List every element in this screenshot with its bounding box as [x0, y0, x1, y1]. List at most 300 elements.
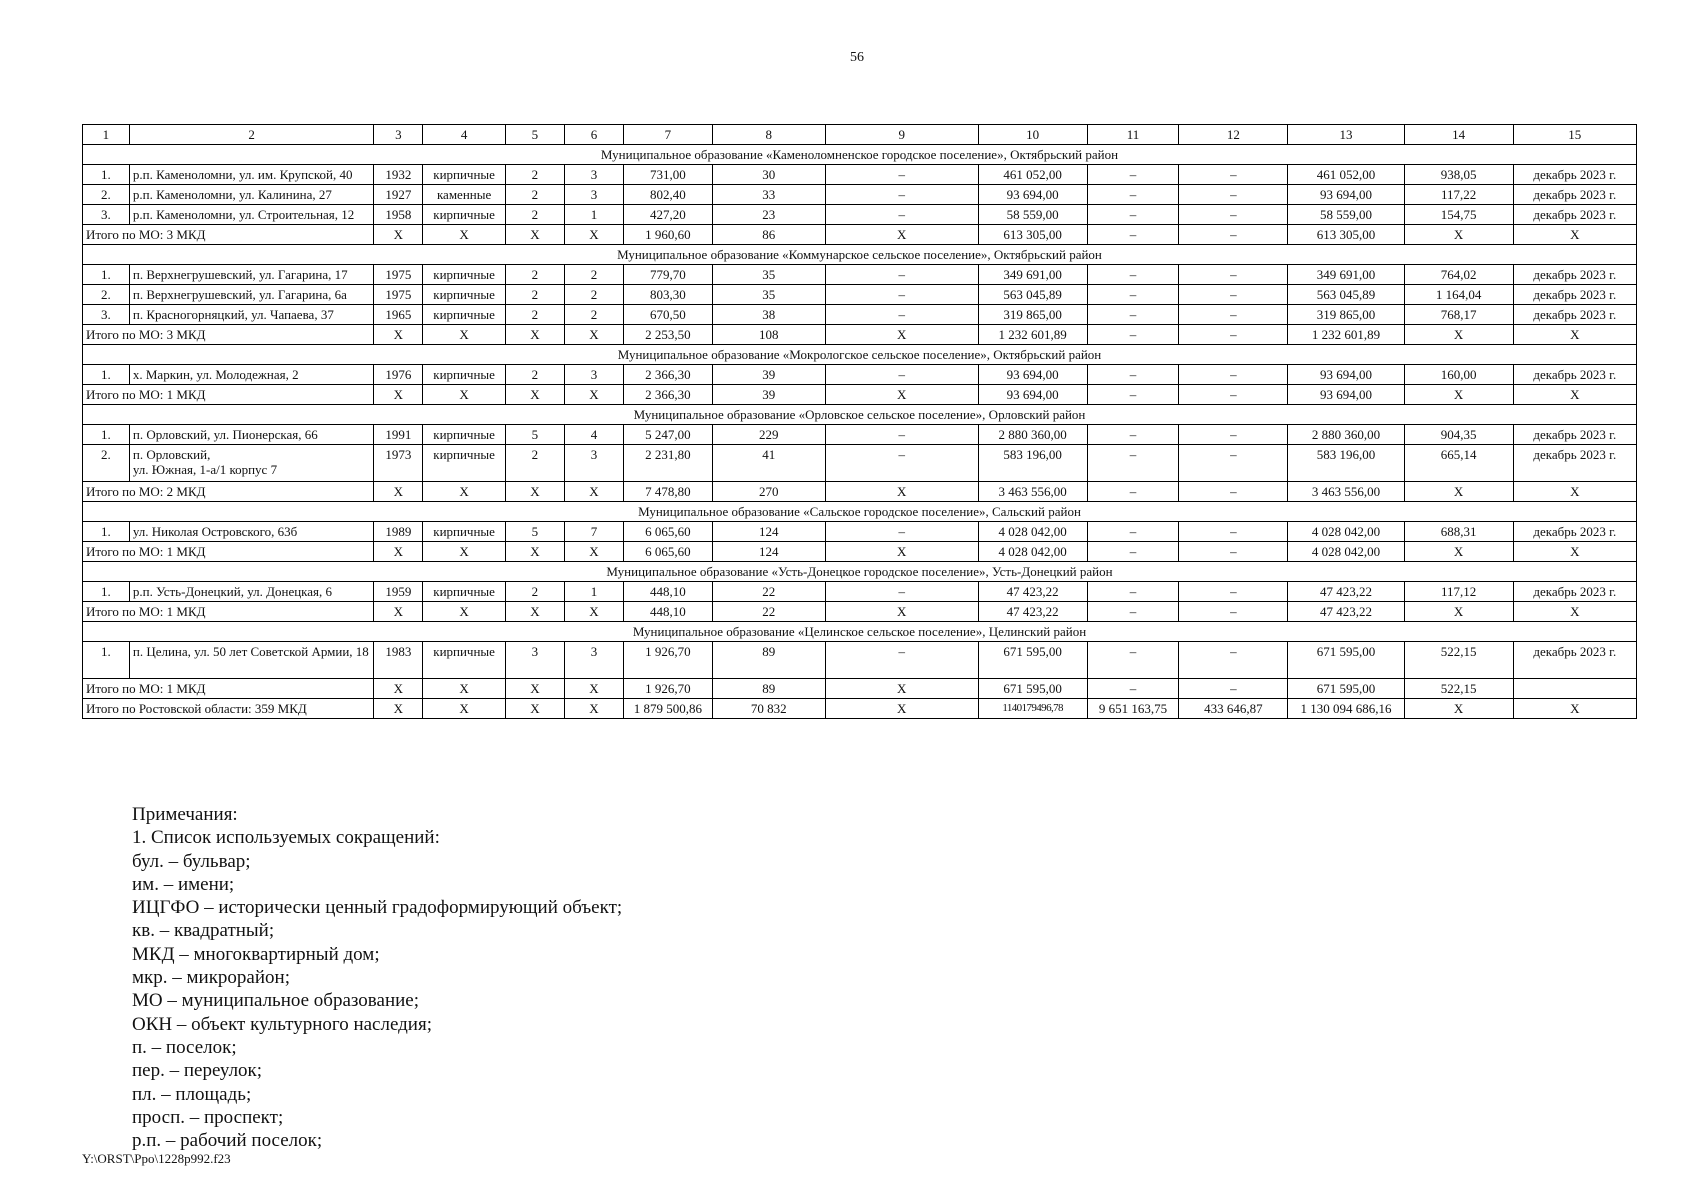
- address-cell: р.п. Каменоломни, ул. им. Крупской, 40: [129, 165, 374, 185]
- total-cell: [1513, 679, 1636, 699]
- table-cell: 764,02: [1404, 265, 1513, 285]
- table-cell: 671 595,00: [1288, 642, 1404, 679]
- address-cell: п. Верхнегрушевский, ул. Гагарина, 17: [129, 265, 374, 285]
- note-line: МКД – многоквартирный дом;: [132, 943, 380, 965]
- total-cell: 93 694,00: [978, 385, 1087, 405]
- table-cell: 41: [712, 445, 825, 482]
- table-row: [83, 365, 1637, 385]
- total-cell: X: [505, 325, 564, 345]
- table-cell: 1991: [374, 425, 423, 445]
- table-cell: 2: [505, 582, 564, 602]
- table-cell: 1.: [83, 522, 130, 542]
- table-cell: 7: [564, 522, 623, 542]
- total-cell: X: [374, 699, 423, 719]
- table-row: [83, 185, 1637, 205]
- table-cell: 3: [564, 365, 623, 385]
- table-cell: 461 052,00: [1288, 165, 1404, 185]
- address-cell: р.п. Усть-Донецкий, ул. Донецкая, 6: [129, 582, 374, 602]
- total-cell: X: [1513, 325, 1636, 345]
- note-line: просп. – проспект;: [132, 1106, 284, 1128]
- table-cell: 938,05: [1404, 165, 1513, 185]
- column-number: 8: [712, 125, 825, 145]
- table-cell: 2 880 360,00: [1288, 425, 1404, 445]
- table-row: [83, 445, 1637, 482]
- table-cell: –: [1087, 265, 1179, 285]
- address-cell: р.п. Каменоломни, ул. Калинина, 27: [129, 185, 374, 205]
- table-cell: 3: [564, 445, 623, 482]
- table-cell: 47 423,22: [978, 582, 1087, 602]
- table-cell: 35: [712, 265, 825, 285]
- total-cell: –: [1179, 679, 1288, 699]
- column-number: 11: [1087, 125, 1179, 145]
- column-number: 6: [564, 125, 623, 145]
- address-cell: п. Верхнегрушевский, ул. Гагарина, 6а: [129, 285, 374, 305]
- total-row: [83, 602, 1637, 622]
- note-line: 1. Список используемых сокращений:: [132, 827, 440, 849]
- table-cell: 58 559,00: [1288, 205, 1404, 225]
- section-row: [83, 622, 1637, 642]
- table-cell: –: [1179, 305, 1288, 325]
- table-row: [83, 522, 1637, 542]
- table-cell: декабрь 2023 г.: [1513, 425, 1636, 445]
- section-row: [83, 562, 1637, 582]
- total-cell: X: [423, 602, 506, 622]
- table-cell: –: [1179, 285, 1288, 305]
- total-cell: X: [825, 225, 978, 245]
- table-cell: 2: [564, 265, 623, 285]
- table-cell: 2: [505, 165, 564, 185]
- table-cell: 319 865,00: [978, 305, 1087, 325]
- table-cell: 3: [505, 642, 564, 679]
- table-cell: –: [825, 265, 978, 285]
- total-label: Итого по МО: 1 МКД: [83, 385, 374, 405]
- table-cell: –: [1087, 522, 1179, 542]
- total-row: [83, 325, 1637, 345]
- table-cell: 3: [564, 165, 623, 185]
- table-cell: 2: [505, 305, 564, 325]
- table-cell: 1.: [83, 642, 130, 679]
- total-cell: X: [374, 225, 423, 245]
- section-title: Муниципальное образование «Орловское сельское поселение», Орловский район: [83, 405, 1637, 425]
- total-cell: X: [1513, 482, 1636, 502]
- total-label: Итого по МО: 1 МКД: [83, 542, 374, 562]
- total-cell: –: [1179, 385, 1288, 405]
- table-cell: 93 694,00: [1288, 365, 1404, 385]
- total-cell: X: [1404, 482, 1513, 502]
- table-cell: 768,17: [1404, 305, 1513, 325]
- total-cell: X: [1513, 602, 1636, 622]
- table-row: [83, 265, 1637, 285]
- table-cell: 4 028 042,00: [1288, 522, 1404, 542]
- table-cell: декабрь 2023 г.: [1513, 265, 1636, 285]
- section-row: [83, 502, 1637, 522]
- total-cell: X: [374, 679, 423, 699]
- table-cell: –: [1087, 445, 1179, 482]
- total-cell: X: [374, 602, 423, 622]
- total-cell: X: [1513, 225, 1636, 245]
- column-number: 1: [83, 125, 130, 145]
- table-cell: 3.: [83, 305, 130, 325]
- total-cell: X: [1404, 225, 1513, 245]
- total-cell: X: [505, 542, 564, 562]
- table-cell: декабрь 2023 г.: [1513, 285, 1636, 305]
- table-cell: 2.: [83, 185, 130, 205]
- table-cell: декабрь 2023 г.: [1513, 165, 1636, 185]
- table-cell: декабрь 2023 г.: [1513, 365, 1636, 385]
- grand-total-row: [83, 699, 1637, 719]
- total-cell: 1 130 094 686,16: [1288, 699, 1404, 719]
- total-cell: 108: [712, 325, 825, 345]
- total-cell: –: [1087, 325, 1179, 345]
- table-row: [83, 425, 1637, 445]
- total-cell: X: [505, 225, 564, 245]
- table-cell: 665,14: [1404, 445, 1513, 482]
- total-label: Итого по МО: 2 МКД: [83, 482, 374, 502]
- table-cell: 1.: [83, 165, 130, 185]
- total-label: Итого по Ростовской области: 359 МКД: [83, 699, 374, 719]
- table-cell: 117,22: [1404, 185, 1513, 205]
- table-cell: 1983: [374, 642, 423, 679]
- table-cell: 349 691,00: [1288, 265, 1404, 285]
- total-cell: X: [423, 482, 506, 502]
- table-cell: 2: [505, 285, 564, 305]
- column-number: 3: [374, 125, 423, 145]
- total-cell: 39: [712, 385, 825, 405]
- table-cell: 2: [564, 285, 623, 305]
- table-cell: –: [1179, 425, 1288, 445]
- total-cell: 270: [712, 482, 825, 502]
- total-cell: 1 879 500,86: [624, 699, 713, 719]
- table-cell: 349 691,00: [978, 265, 1087, 285]
- total-cell: X: [564, 679, 623, 699]
- total-cell: X: [505, 679, 564, 699]
- note-line: МО – муниципальное образование;: [132, 990, 420, 1012]
- table-cell: 583 196,00: [1288, 445, 1404, 482]
- total-cell: X: [505, 482, 564, 502]
- table-cell: 22: [712, 582, 825, 602]
- total-cell: 86: [712, 225, 825, 245]
- table-cell: кирпичные: [423, 582, 506, 602]
- total-cell: X: [1513, 699, 1636, 719]
- column-number: 9: [825, 125, 978, 145]
- total-cell: –: [1179, 482, 1288, 502]
- table-cell: 2 880 360,00: [978, 425, 1087, 445]
- total-cell: X: [423, 679, 506, 699]
- total-label: Итого по МО: 3 МКД: [83, 325, 374, 345]
- total-cell: 1140179496,78: [978, 699, 1087, 719]
- total-row: [83, 225, 1637, 245]
- table-cell: –: [1087, 205, 1179, 225]
- table-cell: 2: [505, 445, 564, 482]
- address-cell: п. Орловский, ул. Южная, 1-а/1 корпус 7: [129, 445, 374, 482]
- file-path: Y:\ORST\Ppo\1228p992.f23: [82, 1151, 231, 1166]
- note-line: р.п. – рабочий поселок;: [132, 1130, 323, 1152]
- table-cell: –: [1179, 185, 1288, 205]
- table-cell: –: [825, 205, 978, 225]
- note-line: бул. – бульвар;: [132, 850, 251, 872]
- total-cell: X: [564, 325, 623, 345]
- housing-table: [82, 124, 1637, 719]
- table-cell: 2.: [83, 285, 130, 305]
- note-line: кв. – квадратный;: [132, 920, 275, 942]
- table-cell: 1975: [374, 285, 423, 305]
- table-cell: –: [1087, 285, 1179, 305]
- address-cell: х. Маркин, ул. Молодежная, 2: [129, 365, 374, 385]
- table-cell: кирпичные: [423, 425, 506, 445]
- note-line: пер. – переулок;: [132, 1060, 263, 1082]
- total-cell: –: [1087, 679, 1179, 699]
- table-cell: 583 196,00: [978, 445, 1087, 482]
- table-cell: –: [825, 582, 978, 602]
- table-cell: 1958: [374, 205, 423, 225]
- table-cell: кирпичные: [423, 305, 506, 325]
- table-cell: 89: [712, 642, 825, 679]
- section-row: [83, 245, 1637, 265]
- page-number: 56: [850, 50, 864, 65]
- table-cell: 448,10: [624, 582, 713, 602]
- note-line: ОКН – объект культурного наследия;: [132, 1013, 432, 1035]
- table-cell: 35: [712, 285, 825, 305]
- total-cell: 6 065,60: [624, 542, 713, 562]
- table-cell: 1927: [374, 185, 423, 205]
- total-cell: X: [564, 385, 623, 405]
- table-cell: –: [1087, 425, 1179, 445]
- table-cell: декабрь 2023 г.: [1513, 445, 1636, 482]
- table-cell: –: [1087, 185, 1179, 205]
- table-cell: 1975: [374, 265, 423, 285]
- column-number: 12: [1179, 125, 1288, 145]
- table-row: [83, 285, 1637, 305]
- table-cell: кирпичные: [423, 365, 506, 385]
- total-cell: X: [1404, 325, 1513, 345]
- notes-list: [132, 826, 622, 1152]
- total-cell: –: [1087, 542, 1179, 562]
- total-cell: X: [825, 542, 978, 562]
- section-title: Муниципальное образование «Коммунарское сельское поселение», Октябрьский район: [83, 245, 1637, 265]
- header-row: [83, 125, 1637, 145]
- table-cell: 5 247,00: [624, 425, 713, 445]
- section-title: Муниципальное образование «Усть-Донецкое городское поселение», Усть-Донецкий район: [83, 562, 1637, 582]
- table-body: [83, 125, 1637, 719]
- table-cell: кирпичные: [423, 165, 506, 185]
- table-cell: декабрь 2023 г.: [1513, 185, 1636, 205]
- total-cell: X: [564, 699, 623, 719]
- table-cell: 1.: [83, 265, 130, 285]
- total-cell: 70 832: [712, 699, 825, 719]
- table-row: [83, 305, 1637, 325]
- total-cell: X: [374, 482, 423, 502]
- table-cell: 2: [505, 185, 564, 205]
- total-cell: 613 305,00: [1288, 225, 1404, 245]
- total-cell: 613 305,00: [978, 225, 1087, 245]
- total-cell: X: [1404, 699, 1513, 719]
- table-cell: 2: [505, 205, 564, 225]
- table-cell: кирпичные: [423, 522, 506, 542]
- table-cell: 160,00: [1404, 365, 1513, 385]
- total-cell: X: [374, 325, 423, 345]
- table-cell: 522,15: [1404, 642, 1513, 679]
- table-cell: –: [1087, 642, 1179, 679]
- total-cell: 47 423,22: [1288, 602, 1404, 622]
- total-cell: –: [1179, 602, 1288, 622]
- note-line: пл. – площадь;: [132, 1083, 252, 1105]
- table-cell: 154,75: [1404, 205, 1513, 225]
- table-cell: 1: [564, 582, 623, 602]
- address-cell: п. Орловский, ул. Пионерская, 66: [129, 425, 374, 445]
- total-cell: 89: [712, 679, 825, 699]
- column-number: 10: [978, 125, 1087, 145]
- total-cell: X: [825, 482, 978, 502]
- table-cell: 93 694,00: [978, 365, 1087, 385]
- table-cell: 731,00: [624, 165, 713, 185]
- table-cell: –: [825, 185, 978, 205]
- total-cell: 4 028 042,00: [1288, 542, 1404, 562]
- total-cell: 671 595,00: [978, 679, 1087, 699]
- table-cell: –: [1179, 582, 1288, 602]
- notes-heading: Примечания:: [132, 804, 238, 825]
- table-row: [83, 642, 1637, 679]
- table-cell: –: [1179, 522, 1288, 542]
- table-cell: –: [1087, 305, 1179, 325]
- notes: [132, 803, 622, 1152]
- table-cell: 23: [712, 205, 825, 225]
- total-cell: 124: [712, 542, 825, 562]
- table-cell: 93 694,00: [1288, 185, 1404, 205]
- total-row: [83, 542, 1637, 562]
- table-cell: –: [825, 425, 978, 445]
- total-cell: X: [505, 699, 564, 719]
- section-title: Муниципальное образование «Каменоломненское городское поселение», Октябрьский район: [83, 145, 1637, 165]
- table-cell: 671 595,00: [978, 642, 1087, 679]
- table-cell: 2: [505, 365, 564, 385]
- total-cell: X: [564, 542, 623, 562]
- total-row: [83, 679, 1637, 699]
- table-cell: кирпичные: [423, 265, 506, 285]
- total-cell: 3 463 556,00: [1288, 482, 1404, 502]
- column-number: 2: [129, 125, 374, 145]
- table-cell: 39: [712, 365, 825, 385]
- table-cell: 1.: [83, 365, 130, 385]
- total-row: [83, 385, 1637, 405]
- table-cell: 803,30: [624, 285, 713, 305]
- total-cell: 1 960,60: [624, 225, 713, 245]
- total-cell: X: [1404, 602, 1513, 622]
- total-cell: X: [1513, 542, 1636, 562]
- table-row: [83, 582, 1637, 602]
- total-cell: 93 694,00: [1288, 385, 1404, 405]
- section-title: Муниципальное образование «Мокрологское сельское поселение», Октябрьский район: [83, 345, 1637, 365]
- total-cell: 522,15: [1404, 679, 1513, 699]
- table-cell: 93 694,00: [978, 185, 1087, 205]
- section-row: [83, 345, 1637, 365]
- table-cell: 2.: [83, 445, 130, 482]
- table-cell: –: [1087, 365, 1179, 385]
- note-line: п. – поселок;: [132, 1036, 237, 1058]
- table-cell: 6 065,60: [624, 522, 713, 542]
- column-number: 14: [1404, 125, 1513, 145]
- table-cell: 1959: [374, 582, 423, 602]
- table-cell: 319 865,00: [1288, 305, 1404, 325]
- table-cell: 1932: [374, 165, 423, 185]
- table-cell: 124: [712, 522, 825, 542]
- table-cell: 563 045,89: [1288, 285, 1404, 305]
- total-cell: 1 232 601,89: [978, 325, 1087, 345]
- total-row: [83, 482, 1637, 502]
- table-cell: 4: [564, 425, 623, 445]
- total-cell: 2 253,50: [624, 325, 713, 345]
- table-cell: 1: [564, 205, 623, 225]
- table-cell: 3: [564, 185, 623, 205]
- table-cell: 1 926,70: [624, 642, 713, 679]
- total-cell: –: [1087, 225, 1179, 245]
- table-cell: кирпичные: [423, 285, 506, 305]
- column-number: 15: [1513, 125, 1636, 145]
- total-cell: 671 595,00: [1288, 679, 1404, 699]
- total-cell: X: [374, 542, 423, 562]
- total-cell: X: [825, 679, 978, 699]
- table-cell: 1.: [83, 425, 130, 445]
- table-row: [83, 205, 1637, 225]
- note-line: им. – имени;: [132, 873, 235, 895]
- table-cell: кирпичные: [423, 642, 506, 679]
- total-cell: –: [1087, 602, 1179, 622]
- total-cell: X: [423, 385, 506, 405]
- total-cell: X: [423, 225, 506, 245]
- address-cell: р.п. Каменоломни, ул. Строительная, 12: [129, 205, 374, 225]
- total-cell: X: [423, 325, 506, 345]
- table-cell: 779,70: [624, 265, 713, 285]
- table-cell: 38: [712, 305, 825, 325]
- total-cell: X: [825, 325, 978, 345]
- table-cell: 670,50: [624, 305, 713, 325]
- table-cell: 4 028 042,00: [978, 522, 1087, 542]
- note-line: мкр. – микрорайон;: [132, 967, 290, 989]
- table-cell: декабрь 2023 г.: [1513, 522, 1636, 542]
- total-cell: 9 651 163,75: [1087, 699, 1179, 719]
- column-number: 5: [505, 125, 564, 145]
- table-cell: 904,35: [1404, 425, 1513, 445]
- table-cell: 1973: [374, 445, 423, 482]
- note-line: ИЦГФО – исторически ценный градоформирующий объект;: [132, 897, 623, 919]
- total-cell: 1 232 601,89: [1288, 325, 1404, 345]
- table-cell: 563 045,89: [978, 285, 1087, 305]
- table-cell: кирпичные: [423, 445, 506, 482]
- table-cell: 5: [505, 522, 564, 542]
- total-cell: 4 028 042,00: [978, 542, 1087, 562]
- table-cell: 461 052,00: [978, 165, 1087, 185]
- total-cell: 22: [712, 602, 825, 622]
- table-cell: –: [825, 445, 978, 482]
- table-cell: 3.: [83, 205, 130, 225]
- table-cell: 47 423,22: [1288, 582, 1404, 602]
- table-cell: 2: [564, 305, 623, 325]
- table-cell: –: [825, 365, 978, 385]
- total-cell: 47 423,22: [978, 602, 1087, 622]
- total-cell: X: [1513, 385, 1636, 405]
- table-cell: –: [1179, 642, 1288, 679]
- table-cell: 2: [505, 265, 564, 285]
- total-cell: X: [1404, 542, 1513, 562]
- column-number: 4: [423, 125, 506, 145]
- table-cell: –: [825, 165, 978, 185]
- table-cell: 229: [712, 425, 825, 445]
- table-cell: 2 231,80: [624, 445, 713, 482]
- table-cell: –: [1179, 165, 1288, 185]
- table-cell: –: [825, 522, 978, 542]
- total-cell: 1 926,70: [624, 679, 713, 699]
- table-cell: –: [1179, 445, 1288, 482]
- total-cell: 448,10: [624, 602, 713, 622]
